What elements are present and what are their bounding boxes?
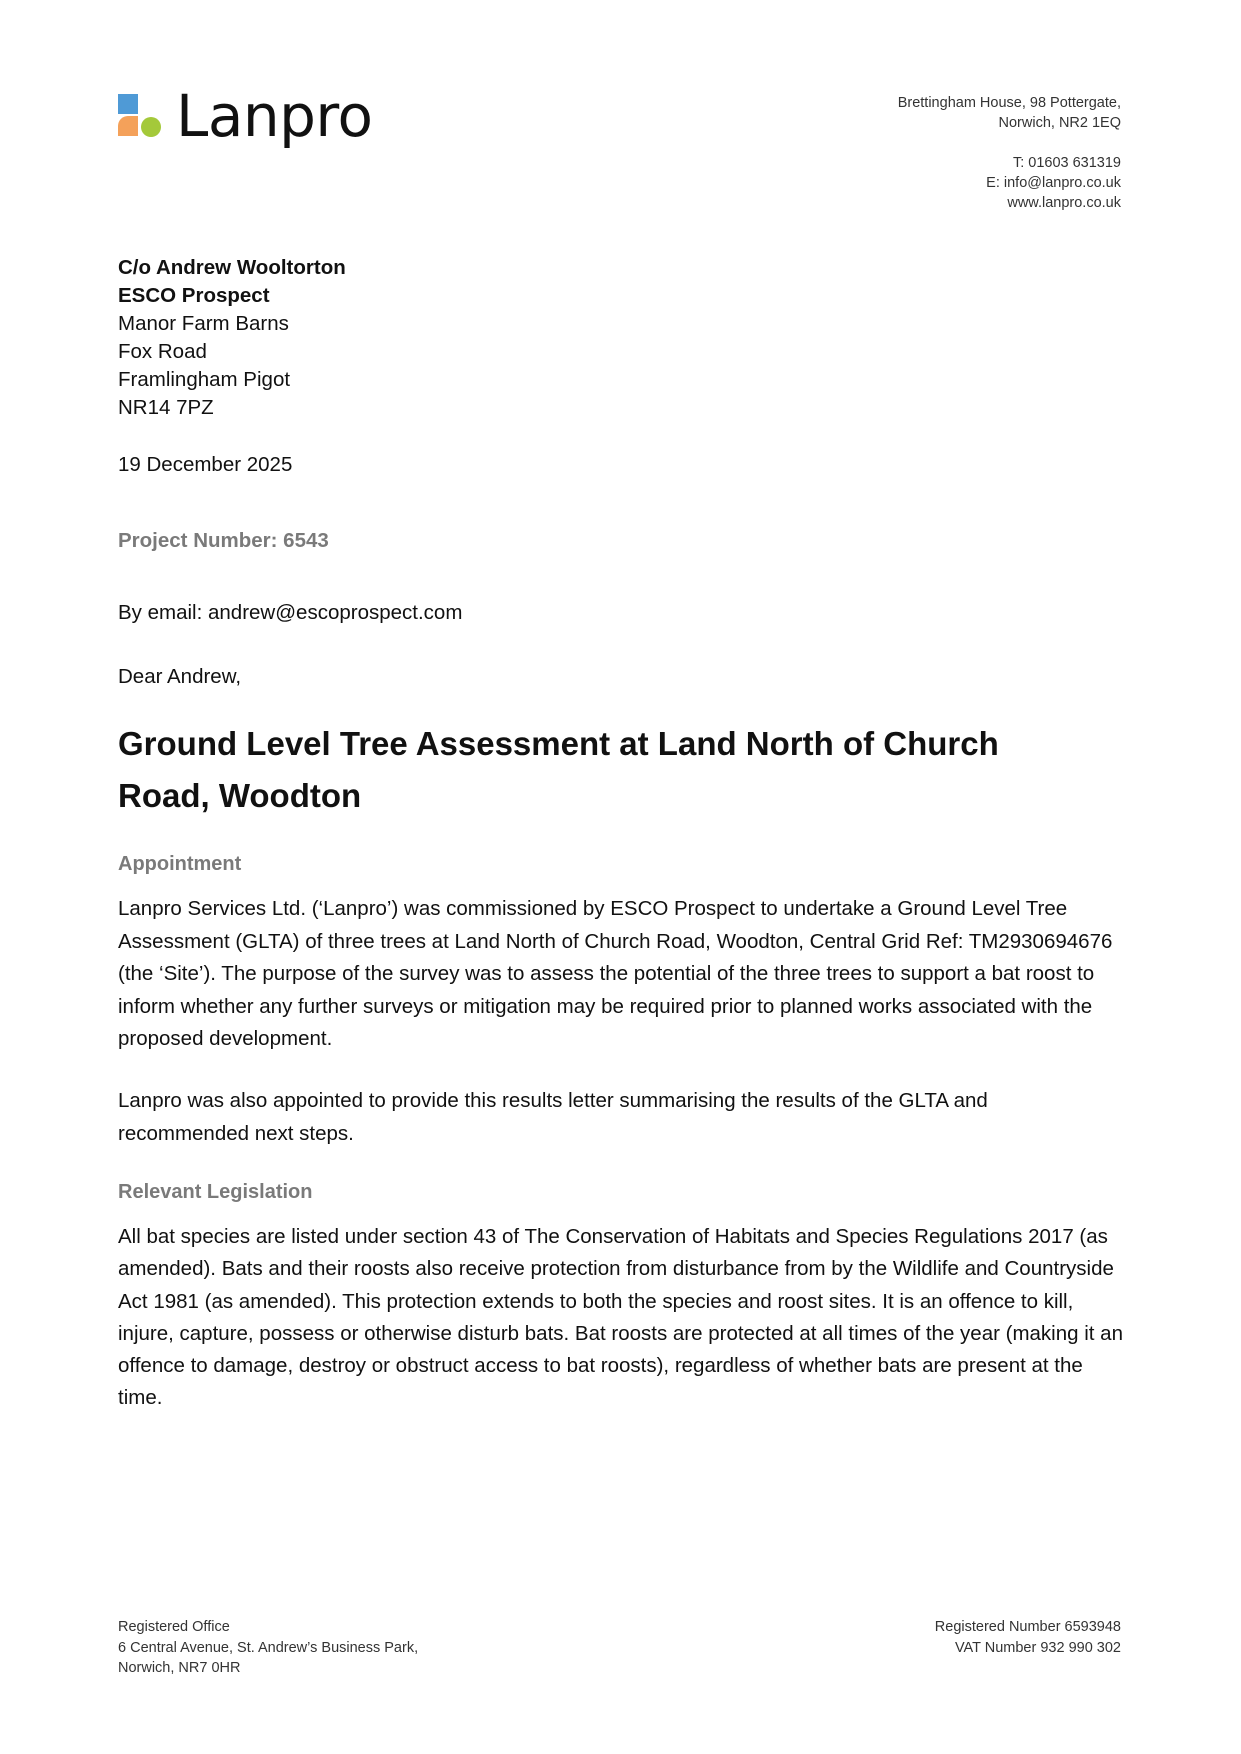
logo-blue-square <box>118 94 138 114</box>
company-logo <box>118 82 373 150</box>
recipient-care-of: C/o Andrew Wooltorton <box>118 256 346 279</box>
contact-email: E: info@lanpro.co.uk <box>986 175 1121 191</box>
recipient-company: ESCO Prospect <box>118 284 270 307</box>
recipient-postcode: NR14 7PZ <box>118 396 214 419</box>
recipient-line2: Fox Road <box>118 340 207 363</box>
company-contact-block <box>898 93 1121 213</box>
footer-vat-number: VAT Number 932 990 302 <box>954 1639 1121 1656</box>
legislation-paragraph: All bat species are listed under section 43 of The Conservation of Habitats and Species Regulations 2017 (as amended). Bats and their roosts also receive protection from disturbance from by the Wildlife and Countryside Act 1981 (as amended). This protection extends to both the species and roost sites. It is an offence to kill, injure, capture, possess or otherwise disturb bats. Bat roosts are protected at all times of the year (making it an offence to damage, destroy or obstruct access to bat roosts), regardless of whether bats are present at the time. <box>118 1225 1123 1410</box>
footer-left-line3: Norwich, NR7 0HR <box>118 1660 241 1676</box>
recipient-address <box>118 254 346 422</box>
contact-address-line1: Brettingham House, 98 Pottergate, <box>897 95 1121 111</box>
letter-title: Ground Level Tree Assessment at Land North of Church Road, Woodton <box>118 725 999 814</box>
footer-left-line1: Registered Office <box>118 1619 230 1635</box>
appointment-paragraph-1: Lanpro Services Ltd. (‘Lanpro’) was commissioned by ESCO Prospect to undertake a Ground Level Tree Assessment (GLTA) of three trees at Land North of Church Road, Woodton, Central Grid Ref: TM2930694676 (the ‘Site’). The purpose of the survey was to assess the potential of the three trees to support a bat roost to inform whether any further surveys or mitigation may be required prior to planned works associated with the proposed development. <box>118 897 1113 1050</box>
logo-mark-icon <box>118 94 162 138</box>
salutation: Dear Andrew, <box>118 665 242 688</box>
logo-orange-shape <box>118 116 138 136</box>
project-number: Project Number: 6543 <box>118 529 329 552</box>
recipient-line3: Framlingham Pigot <box>118 368 291 391</box>
section-heading-appointment: Appointment <box>118 853 242 875</box>
by-email-line: By email: andrew@escoprospect.com <box>118 601 463 624</box>
contact-website: www.lanpro.co.uk <box>1007 195 1121 211</box>
logo-green-dot <box>141 117 161 137</box>
logo-wordmark: Lanpro <box>176 82 373 150</box>
contact-address-line2: Norwich, NR2 1EQ <box>998 115 1121 131</box>
footer-registration <box>935 1617 1121 1658</box>
section-heading-legislation: Relevant Legislation <box>118 1181 313 1203</box>
footer-registered-office <box>118 1617 418 1679</box>
letter-date: 19 December 2025 <box>118 453 293 476</box>
footer-registered-number: Registered Number 6593948 <box>934 1619 1121 1635</box>
contact-phone: T: 01603 631319 <box>1012 155 1121 171</box>
appointment-paragraph-2: Lanpro was also appointed to provide this results letter summarising the results of the GLTA and recommended next steps. <box>118 1089 988 1145</box>
recipient-line1: Manor Farm Barns <box>118 312 289 335</box>
footer-left-line2: 6 Central Avenue, St. Andrew’s Business Park, <box>118 1639 419 1656</box>
